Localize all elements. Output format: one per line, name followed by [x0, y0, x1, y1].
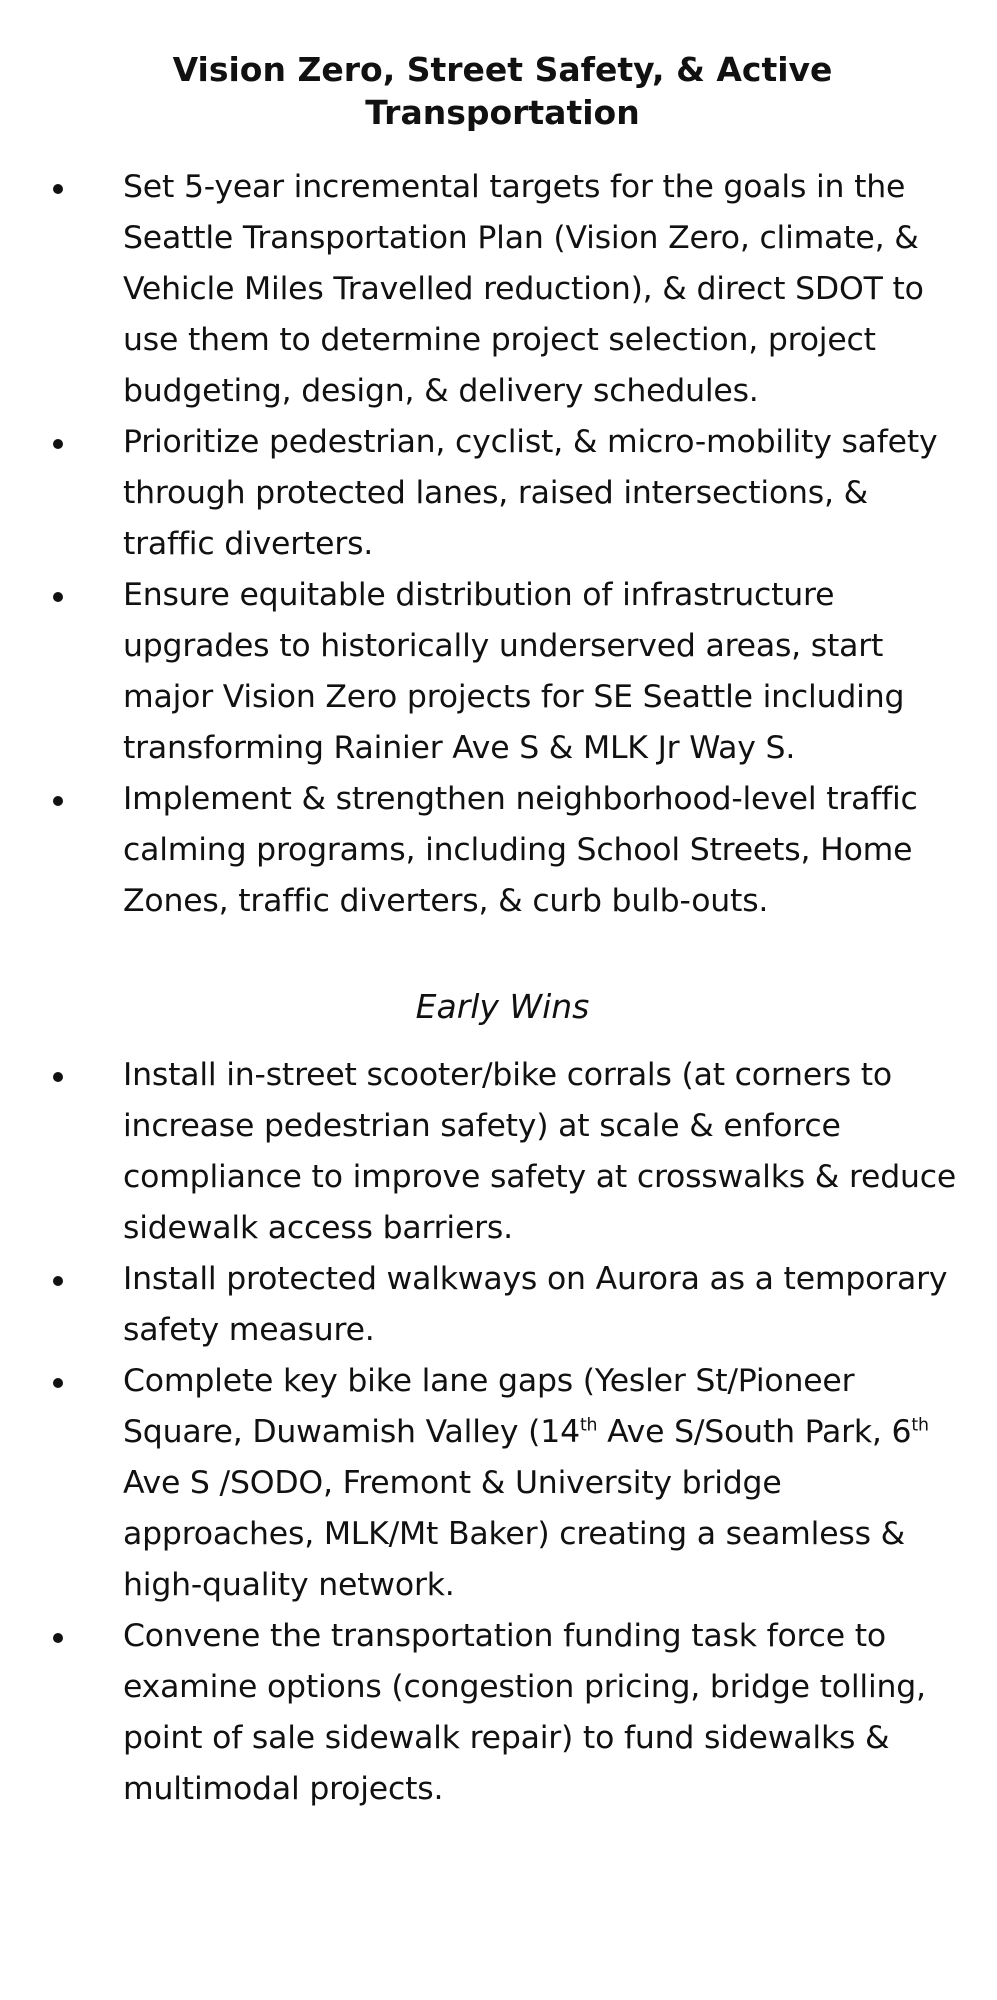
list-item: [48, 1611, 967, 1815]
list-item-text: Convene the transportation funding task force to examine options (congestion pricing, bridge tolling, point of sale sidewalk repair) to fund sidewalks & multimodal projects.: [123, 1618, 926, 1807]
bullet-icon: [53, 1378, 63, 1388]
bike-lane-text-1: Complete key bike lane gaps (Yesler St/Pioneer Square, Duwamish Valley (14: [123, 1363, 855, 1450]
list-item: [48, 570, 967, 774]
bullet-icon: [53, 1072, 63, 1082]
list-item: [48, 1254, 967, 1356]
list-item-text: Ensure equitable distribution of infrastructure upgrades to historically underserved areas, start major Vision Zero projects for SE Seattle including transforming Rainier Ave S & MLK Jr Way S.: [123, 577, 905, 766]
bullet-icon: [53, 1276, 63, 1286]
bullet-icon: [53, 184, 63, 194]
list-item-text: Install in-street scooter/bike corrals (at corners to increase pedestrian safety) at scale & enforce compliance to improve safety at crosswalks & reduce sidewalk access barriers.: [123, 1057, 957, 1246]
bike-lane-text-2: Ave S/South Park, 6: [597, 1414, 912, 1450]
ordinal-suffix: th: [579, 1415, 598, 1436]
list-item-text: Set 5-year incremental targets for the goals in the Seattle Transportation Plan (Vision Zero, climate, & Vehicle Miles Travelled reduction), & direct SDOT to use them to determine project selection, project budgeting, design, & delivery schedules.: [123, 169, 924, 409]
list-item-text: [123, 1363, 929, 1603]
goals-list: [48, 162, 967, 927]
ordinal-suffix: th: [911, 1415, 929, 1436]
list-item: [48, 1050, 967, 1254]
list-item: [48, 417, 967, 570]
list-item-text: Prioritize pedestrian, cyclist, & micro-mobility safety through protected lanes, raised intersections, & traffic diverters.: [123, 424, 938, 562]
early-wins-list: [48, 1050, 967, 1815]
list-item-text: Implement & strengthen neighborhood-level traffic calming programs, including School Streets, Home Zones, traffic diverters, & curb bulb-outs.: [123, 781, 918, 919]
early-wins-heading: Early Wins: [415, 987, 590, 1026]
bike-lane-text-3: Ave S /SODO, Fremont & University bridge approaches, MLK/Mt Baker) creating a seamless & high-quality network.: [123, 1465, 905, 1603]
bullet-icon: [53, 1633, 63, 1643]
list-item-text: Install protected walkways on Aurora as a temporary safety measure.: [123, 1261, 948, 1348]
list-item: [48, 1356, 967, 1611]
list-item: [48, 162, 967, 417]
list-item: [48, 774, 967, 927]
page-title: Vision Zero, Street Safety, & Active Transportation: [172, 50, 833, 132]
bullet-icon: [53, 592, 63, 602]
bullet-icon: [53, 796, 63, 806]
bullet-icon: [53, 439, 63, 449]
